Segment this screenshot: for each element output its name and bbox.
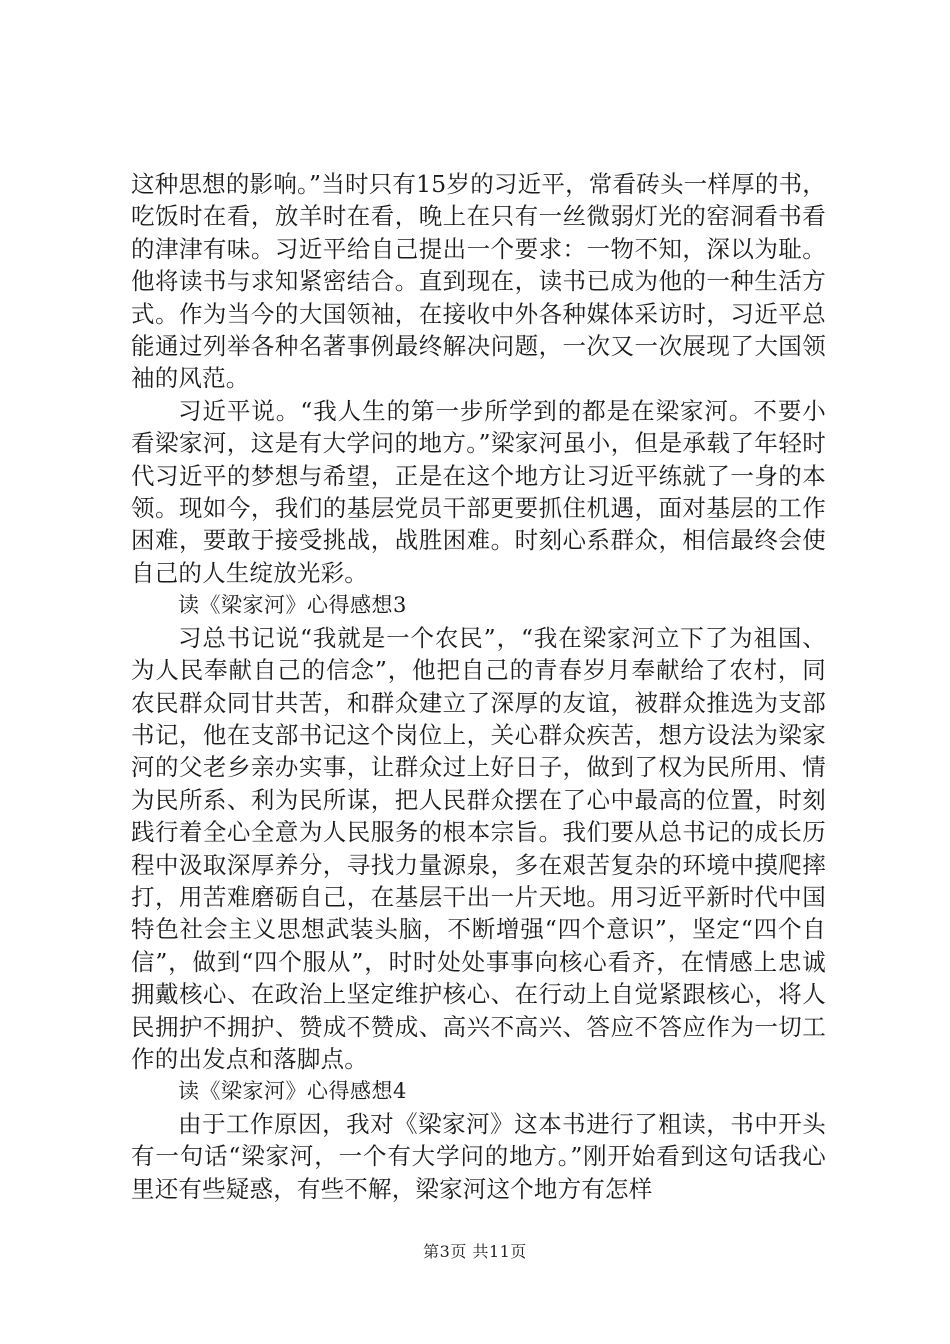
paragraph: 习总书记说“我就是一个农民”，“我在梁家河立下了为祖国、为人民奉献自己的信念”，他把自己的青春岁月奉献给了农村，同农民群众同甘共苦，和群众建立了深厚的友谊，被群众推选为支部书记，他在支部书记这个岗位上，关心群众疾苦，想方设法为梁家河的父老乡亲办实事，让群众过上好日子，做到了权为民所用、情为民所系、利为民所谋，把人民群众摆在了心中最高的位置，时刻践行着全心全意为人民服务的根本宗旨。我们要从总书记的成长历程中汲取深厚养分，寻找力量源泉，多在艰苦复杂的环境中摸爬摔打，用苦难磨砺自己，在基层干出一片天地。用习近平新时代中国特色社会主义思想武装头脑，不断增强“四个意识”，坚定“四个自信”，做到“四个服从”，时时处处事事向核心看齐，在情感上忠诚拥戴核心、在政治上坚定维护核心、在行动上自觉紧跟核心，将人民拥护不拥护、赞成不赞成、高兴不高兴、答应不答应作为一切工作的出发点和落脚点。 bbox=[131, 623, 826, 1073]
paragraph-continued: 这种思想的影响。”当时只有15岁的习近平，常看砖头一样厚的书，吃饭时在看，放羊时在看，晚上在只有一丝微弱灯光的窑洞看书看的津津有味。习近平给自己提出一个要求：一物不知，深以为耻。他将读书与求知紧密结合。直到现在，读书已成为他的一种生活方式。作为当今的大国领袖，在接收中外各种媒体采访时，习近平总能通过列举各种名著事例最终解决问题，一次又一次展现了大国领袖的风范。 bbox=[131, 170, 826, 393]
paragraph: 由于工作原因，我对《梁家河》这本书进行了粗读，书中开头有一句话“梁家河，一个有大学问的地方。”刚开始看到这句话我心里还有些疑惑，有些不解，梁家河这个地方有怎样 bbox=[131, 1109, 826, 1203]
section-heading: 读《梁家河》心得感想3 bbox=[178, 593, 407, 618]
section-heading: 读《梁家河》心得感想4 bbox=[178, 1079, 407, 1104]
paragraph: 习近平说。“我人生的第一步所学到的都是在梁家河。不要小看梁家河，这是有大学问的地方。”梁家河虽小，但是承载了年轻时代习近平的梦想与希望，正是在这个地方让习近平练就了一身的本领。现如今，我们的基层党员干部更要抓住机遇，面对基层的工作困难，要敢于接受挑战，战胜困难。时刻心系群众，相信最终会使自己的人生绽放光彩。 bbox=[131, 396, 826, 587]
document-body bbox=[131, 168, 826, 1205]
page-number-footer: 第3页 共11页 bbox=[423, 1242, 527, 1261]
